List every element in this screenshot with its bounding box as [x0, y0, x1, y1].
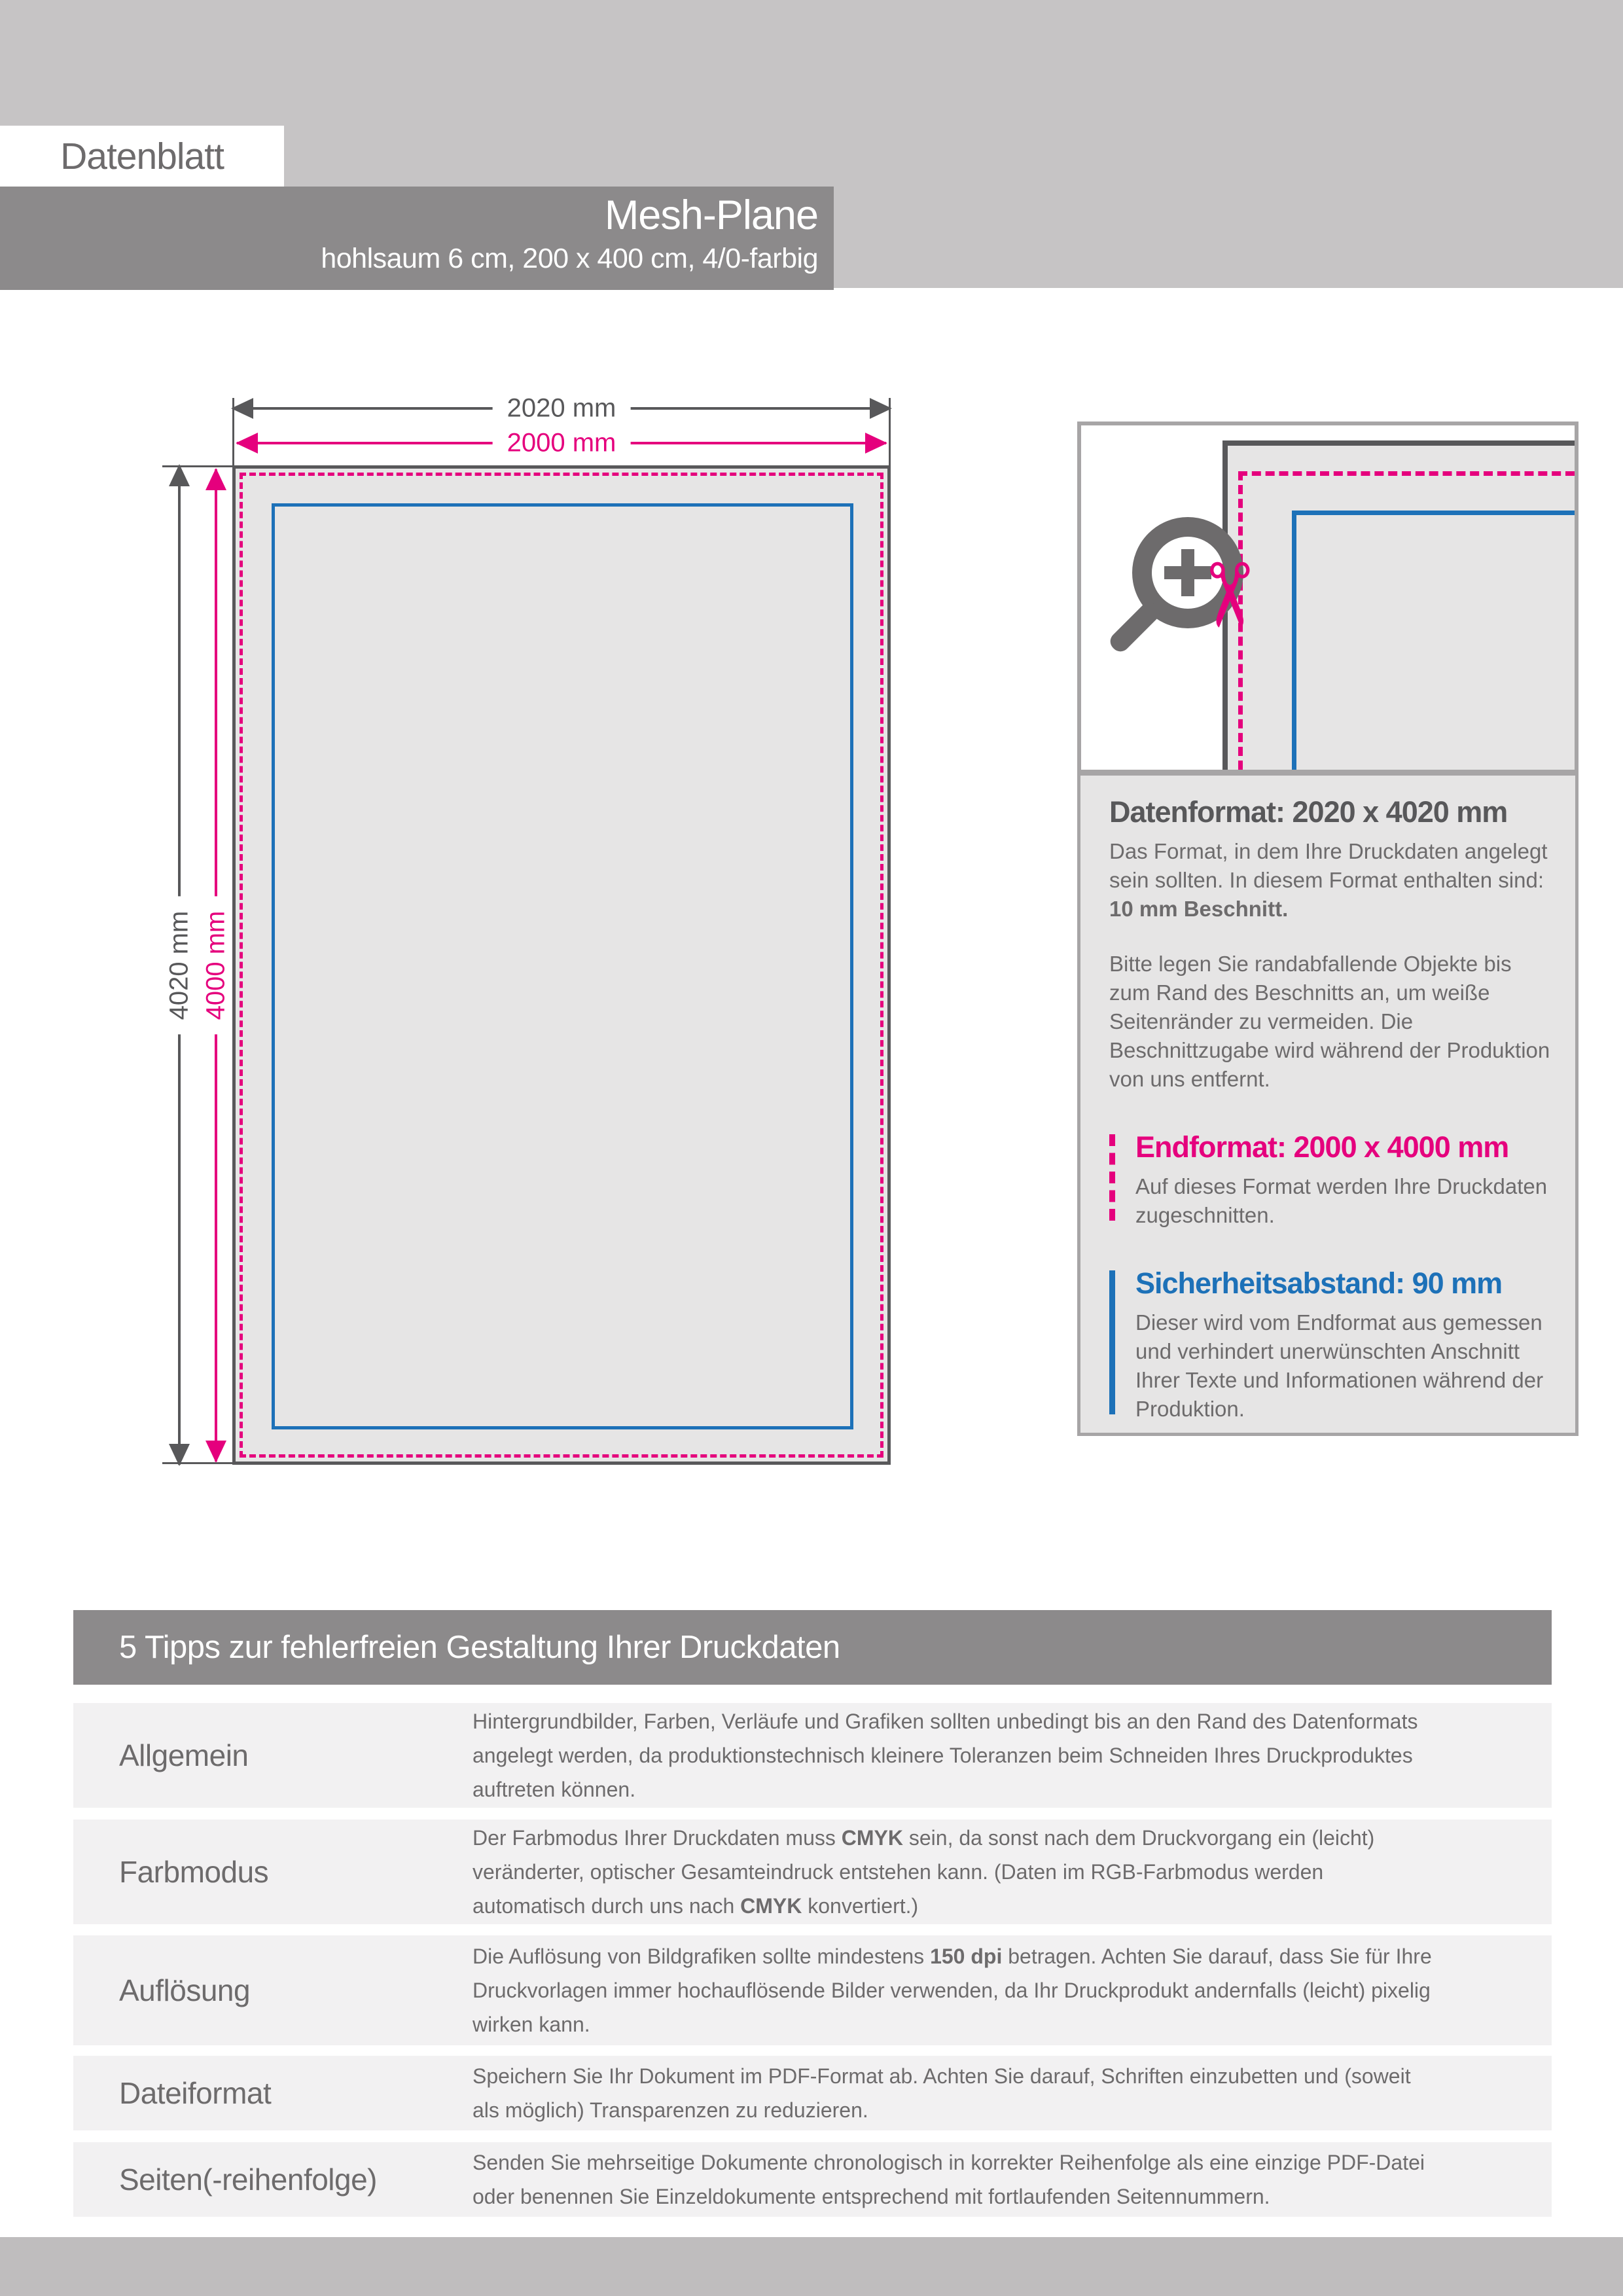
tip-row-label: Dateiformat — [119, 2076, 272, 2110]
magnifier-handle — [1107, 599, 1163, 655]
tip-row-label: Farbmodus — [119, 1855, 269, 1889]
tip-row-text — [473, 1939, 1435, 2041]
text-segment: Das Format, in dem Ihre Druckdaten angelegt sein sollten. In diesem Format enthalten sind: — [1109, 839, 1548, 892]
text-segment: Der Farbmodus Ihrer Druckdaten muss — [473, 1826, 842, 1850]
datenformat-title: Datenformat: 2020 x 4020 mm — [1109, 795, 1508, 829]
dimension-final-height-label: 4000 mm — [200, 897, 232, 1035]
corner-bleed-line-horizontal — [1238, 471, 1575, 476]
text-segment-bold: 10 mm Beschnitt. — [1109, 897, 1289, 921]
text-segment: betragen. Achten Sie darauf, dass Sie für Ihre Druckvorlagen immer hochauflösende Bilder verwenden, da Ihr Druckprodukt andernfalls (leicht) pixelig wirken kann. — [473, 1945, 1432, 2036]
tip-row-label: Seiten(-reihenfolge) — [119, 2162, 378, 2197]
sicherheitsabstand-paragraph: Dieser wird vom Endformat aus gemessen und verhindert unerwünschten Anschnitt Ihrer Texte und Informationen während der Produktion. — [1135, 1310, 1544, 1421]
corner-detail-top-edge — [1222, 440, 1575, 446]
arrowhead-left-icon — [236, 433, 258, 454]
text-segment-bold: CMYK — [740, 1894, 802, 1918]
tip-row-seitenreihenfolge — [73, 2142, 1552, 2217]
tip-row-label: Auflösung — [119, 1973, 251, 2007]
tip-row-aufloesung — [73, 1935, 1552, 2045]
corner-safety-line-horizontal — [1292, 511, 1575, 515]
datenformat-area — [232, 465, 891, 1465]
sicherheitsabstand-border — [272, 503, 853, 1429]
dimension-final-width-label: 2000 mm — [493, 427, 631, 459]
tip-row-text — [473, 2059, 1435, 2127]
tip-row-text — [473, 1821, 1435, 1923]
arrowhead-down-icon — [169, 1444, 190, 1466]
text-segment: Hintergrundbilder, Farben, Verläufe und Grafiken sollten unbedingt bis an den Rand des Datenformats angelegt werden, da produktionstechnisch kleinere Toleranzen beim Schneiden Ihres Druckproduktes auftreten können. — [473, 1710, 1418, 1801]
sheet-type-label-box — [0, 126, 284, 187]
text-segment-bold: 150 dpi — [930, 1945, 1003, 1968]
tip-row-text — [473, 1704, 1435, 1806]
text-segment: Die Auflösung von Bildgrafiken sollte mindestens — [473, 1945, 931, 1968]
dimension-final-height — [201, 469, 230, 1462]
arrowhead-down-icon — [205, 1441, 226, 1463]
section-endformat — [1109, 1130, 1550, 1230]
sheet-type-label: Datenblatt — [60, 135, 224, 177]
corner-safety-line-vertical — [1292, 511, 1296, 770]
endformat-side-bar — [1109, 1134, 1115, 1221]
tips-heading: 5 Tipps zur fehlerfreien Gestaltung Ihrer Druckdaten — [119, 1630, 840, 1665]
endformat-paragraph: Auf dieses Format werden Ihre Druckdaten zugeschnitten. — [1135, 1174, 1548, 1227]
scissors-icon: ✂ — [1177, 558, 1280, 633]
tips-heading-band — [73, 1610, 1552, 1685]
dimension-data-width — [232, 393, 891, 423]
dimension-data-height — [164, 465, 194, 1465]
tip-row-allgemein — [73, 1703, 1552, 1808]
arrowhead-right-icon — [865, 433, 887, 454]
datenformat-paragraph-1 — [1109, 837, 1550, 924]
arrowhead-right-icon — [870, 398, 892, 419]
product-name: Mesh-Plane — [604, 192, 818, 238]
sicherheitsabstand-side-bar — [1109, 1270, 1115, 1414]
tip-row-text — [473, 2145, 1435, 2214]
section-sicherheitsabstand — [1109, 1266, 1550, 1424]
corner-detail-box — [1077, 422, 1578, 774]
tip-row-farbmodus — [73, 1820, 1552, 1924]
section-datenformat — [1109, 795, 1550, 1094]
text-segment-bold: CMYK — [841, 1826, 903, 1850]
endformat-title: Endformat: 2000 x 4000 mm — [1135, 1130, 1509, 1164]
text-segment: Speichern Sie Ihr Dokument im PDF-Format ab. Achten Sie darauf, Schriften einzubetten und (soweit als möglich) Transparenzen zu reduzieren. — [473, 2064, 1411, 2122]
datenformat-paragraph-2: Bitte legen Sie randabfallende Objekte bis zum Rand des Beschnitts an, um weiße Seitenränder zu vermeiden. Die Beschnittzugabe wird während der Produktion von uns entfernt. — [1109, 952, 1550, 1091]
dimension-data-width-label: 2020 mm — [493, 393, 631, 425]
product-spec: hohlsaum 6 cm, 200 x 400 cm, 4/0-farbig — [321, 243, 818, 274]
tip-row-dateiformat — [73, 2056, 1552, 2130]
tip-row-label: Allgemein — [119, 1738, 249, 1772]
arrowhead-up-icon — [205, 468, 226, 490]
text-segment: sein, da sonst nach dem Druckvorgang ein (leicht) veränderter, optischer Gesamteindruck entstehen kann. (Daten im RGB-Farbmodus werden automatisch durch uns nach — [473, 1826, 1375, 1918]
footer-band — [0, 2237, 1623, 2296]
product-title-band — [0, 187, 834, 290]
text-segment: Senden Sie mehrseitige Dokumente chronologisch in korrekter Reihenfolge als eine einzige PDF-Datei oder benennen Sie Einzeldokumente entsprechend mit fortlaufenden Seitennummern. — [473, 2151, 1425, 2208]
format-info-panel — [1077, 772, 1578, 1436]
arrowhead-up-icon — [169, 464, 190, 486]
sicherheitsabstand-title: Sicherheitsabstand: 90 mm — [1135, 1266, 1503, 1300]
dimension-final-width — [237, 428, 886, 457]
arrowhead-left-icon — [231, 398, 253, 419]
text-segment: konvertiert.) — [802, 1894, 919, 1918]
dimension-data-height-label: 4020 mm — [164, 896, 196, 1034]
